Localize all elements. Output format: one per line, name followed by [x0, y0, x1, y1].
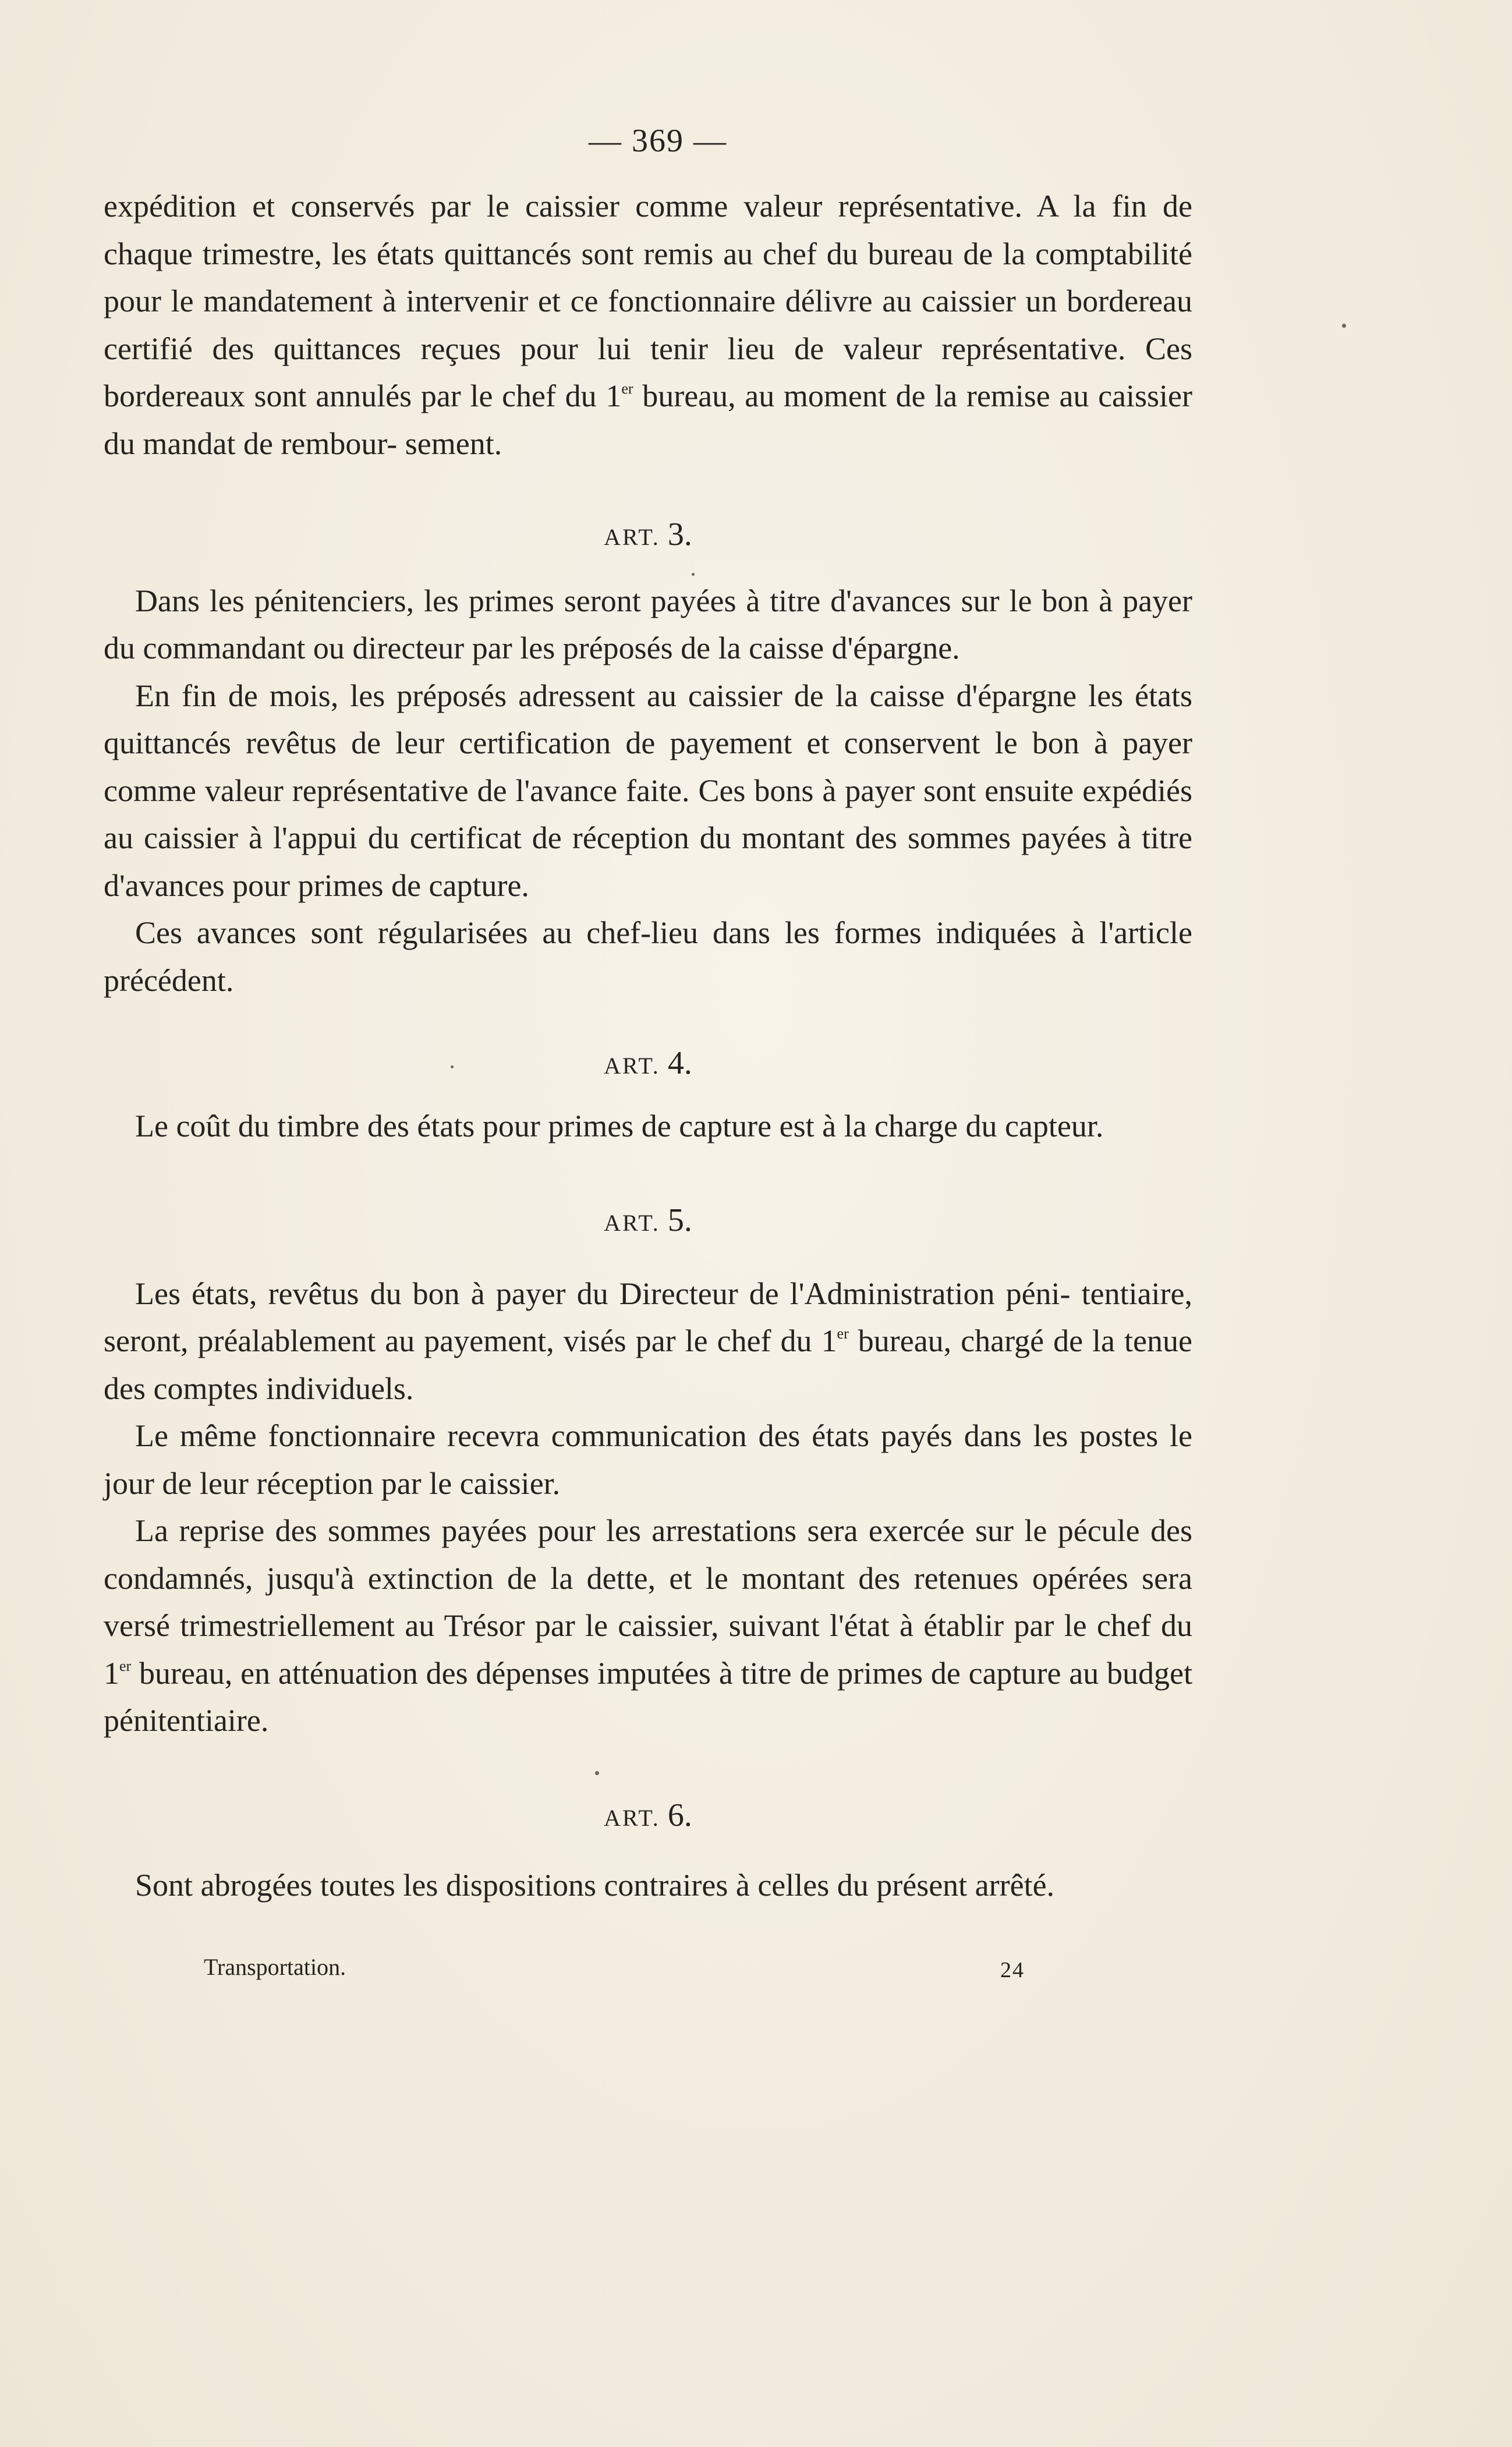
- article-5-p3-part1: La reprise des sommes payées pour les arrestations sera exercée sur le pécule des condamnés, jusqu'à extinction de la dette, et le montant des retenues opérées sera versé trimestriellement au Trésor par le caissier, suivant l'état à établir par le chef du: [104, 1513, 1192, 1643]
- ordinal-superscript: er: [621, 380, 633, 397]
- footer-signature-number: 24: [1000, 1958, 1025, 1982]
- article-3-block: [104, 511, 1192, 1004]
- ordinal-number: 1: [821, 1323, 837, 1358]
- article-5-block: [104, 1197, 1192, 1745]
- article-4-heading: [104, 1040, 1192, 1090]
- article-number: 5.: [667, 1202, 692, 1238]
- ordinal-superscript: er: [119, 1657, 132, 1674]
- article-number: 6.: [667, 1797, 692, 1833]
- article-6-heading: [104, 1792, 1192, 1842]
- paper-speck: [595, 1771, 599, 1775]
- ordinal-number: 1: [104, 1655, 119, 1691]
- article-5-p1-part2: bureau, chargé de la tenue des comptes individuels.: [104, 1323, 1192, 1406]
- article-6-block: [104, 1792, 1192, 1909]
- article-5-heading: [104, 1197, 1192, 1247]
- article-5-p1-part1: Les états, revêtus du bon à payer du Directeur de l'Administration péni- tentiaire, seront, préalablement au payement, visés par le chef du: [104, 1276, 1192, 1358]
- article-4-paragraph-1: Le coût du timbre des états pour primes de capture est à la charge du capteur.: [135, 1108, 1104, 1143]
- article-number: 4.: [667, 1045, 692, 1081]
- article-3-paragraph-3: Ces avances sont régularisées au chef-lieu dans les formes indiquées à l'article précédent.: [104, 915, 1192, 998]
- paper-speck: [451, 1065, 454, 1068]
- article-3-heading: [104, 511, 1192, 561]
- article-5-paragraph-3: [104, 1507, 1192, 1745]
- opening-paragraph: [104, 183, 1192, 468]
- footer-section-title: Transportation.: [204, 1954, 346, 1980]
- article-label: ART.: [604, 1053, 660, 1079]
- article-label: ART.: [604, 1210, 660, 1236]
- article-5-paragraph-1: [104, 1270, 1192, 1413]
- opening-text-part2: bureau, au moment de la remise au caissier du mandat de rembour- sement.: [104, 378, 1192, 461]
- article-5-paragraph-2: Le même fonctionnaire recevra communication des états payés dans les postes le jour de leur réception par le caissier.: [104, 1418, 1192, 1501]
- article-number: 3.: [667, 516, 692, 553]
- page-number: — 369 —: [589, 123, 727, 159]
- article-6-paragraph-1: Sont abrogées toutes les dispositions contraires à celles du présent arrêté.: [135, 1867, 1055, 1903]
- article-4-block: [104, 1040, 1192, 1150]
- paper-speck: [692, 573, 695, 576]
- opening-paragraph-block: [104, 183, 1192, 468]
- article-label: ART.: [604, 1805, 660, 1831]
- opening-text-part1: expédition et conservés par le caissier comme valeur représentative. A la fin de chaque trimestre, les états quittancés sont remis au chef du bureau de la comptabilité pour le mandatement à intervenir et ce fonctionnaire délivre au caissier un bordereau certifié des quittances reçues pour lui tenir lieu de valeur représentative. Ces bordereaux sont annulés par le chef du: [104, 189, 1192, 413]
- article-label: ART.: [604, 524, 660, 550]
- article-3-paragraph-1: Dans les pénitenciers, les primes seront payées à titre d'avances sur le bon à payer du commandant ou directeur par les préposés de la caisse d'épargne.: [104, 583, 1192, 665]
- paper-speck: [1342, 324, 1346, 328]
- ordinal-number: 1: [605, 378, 622, 413]
- article-3-paragraph-2: En fin de mois, les préposés adressent au caissier de la caisse d'épargne les états quittancés revêtus de leur certification de payement et conservent le bon à payer comme valeur représentative de l'avance faite. Ces bons à payer sont ensuite expédiés au caissier à l'appui du certificat de réception du montant des sommes payées à titre d'avances pour primes de capture.: [104, 678, 1192, 903]
- ordinal-superscript: er: [837, 1325, 849, 1342]
- article-5-p3-part2: bureau, en atténuation des dépenses imputées à titre de primes de capture au budget pénitentiaire.: [104, 1655, 1192, 1738]
